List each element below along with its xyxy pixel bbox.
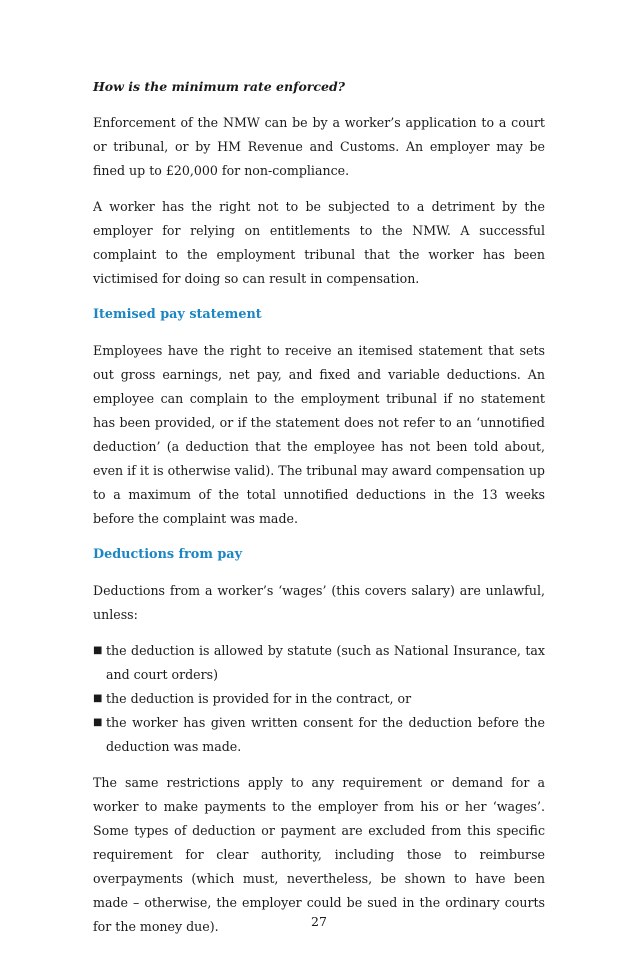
list-item (93, 711, 545, 759)
square-bullet-icon: ■ (93, 717, 103, 728)
deductions-heading: Deductions from pay (93, 547, 243, 562)
list-item-text: the deduction is provided for in the contract, or (106, 691, 412, 706)
square-bullet-icon: ■ (93, 693, 103, 704)
document-page (93, 75, 545, 951)
enforcement-heading: How is the minimum rate enforced? (93, 79, 346, 94)
deductions-closing-paragraph: The same restrictions apply to any requirement or demand for a worker to make payments to the employer from his or her ‘wages’. Some types of deduction or payment are excluded from this specific requirement for clear authority, including those to reimburse overpayments (which must, nevertheless, be shown to have been made – otherwise, the employer could be sued in the ordinary courts for the money due). (93, 775, 545, 934)
list-item (93, 639, 545, 687)
deductions-bullet-list (93, 639, 545, 759)
page-number: 27 (311, 914, 327, 929)
list-item-text: the deduction is allowed by statute (such as National Insurance, tax and court orders) (106, 643, 545, 682)
enforcement-paragraph-2: A worker has the right not to be subjected to a detriment by the employer for relying on entitlements to the NMW. A successful complaint to the employment tribunal that the worker has been victimised for doing so can result in compensation. (93, 199, 545, 286)
itemised-pay-paragraph: Employees have the right to receive an itemised statement that sets out gross earnings, net pay, and fixed and variable deductions. An employee can complain to the employment tribunal if no statement has been provided, or if the statement does not refer to an ‘unnotified deduction’ (a deduction that the employee has not been told about, even if it is otherwise valid). The tribunal may award compensation up to a maximum of the total unnotified deductions in the 13 weeks before the complaint was made. (93, 343, 545, 526)
enforcement-paragraph-1: Enforcement of the NMW can be by a worker’s application to a court or tribunal, or by HM Revenue and Customs. An employer may be fined up to £20,000 for non-compliance. (93, 115, 545, 178)
list-item (93, 687, 545, 711)
square-bullet-icon: ■ (93, 645, 103, 656)
list-item-text: the worker has given written consent for the deduction before the deduction was made. (106, 715, 545, 754)
itemised-pay-heading: Itemised pay statement (93, 307, 262, 322)
deductions-intro: Deductions from a worker’s ‘wages’ (this covers salary) are unlawful, unless: (93, 583, 545, 622)
